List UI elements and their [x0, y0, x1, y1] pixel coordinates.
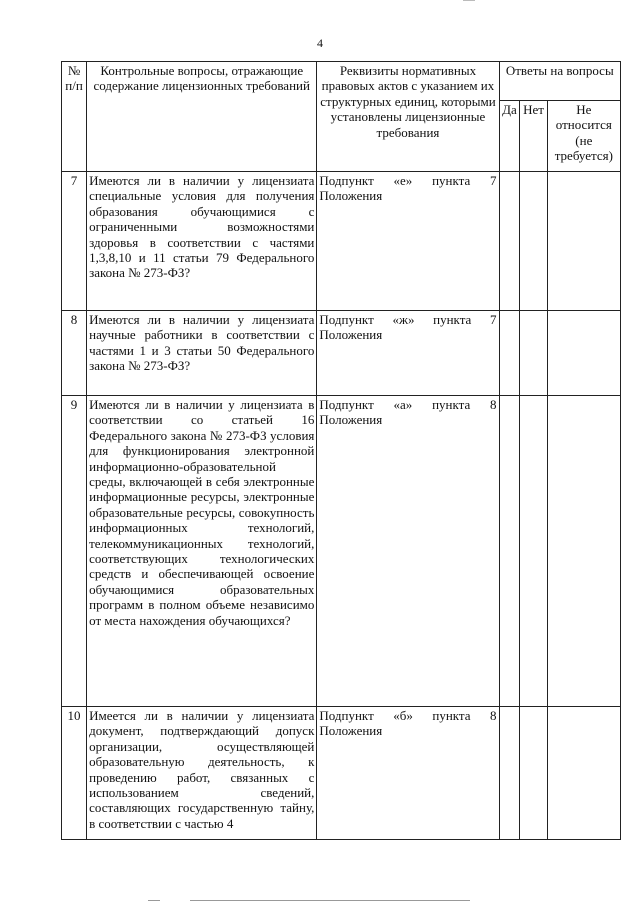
scan-mark-top: [463, 0, 475, 1]
row-reference: Подпункт «е» пункта 7 Положения: [317, 172, 499, 311]
answer-not-applicable-cell[interactable]: [547, 311, 620, 396]
answer-no-cell[interactable]: [520, 707, 547, 840]
scan-mark-bottom-left: [148, 900, 160, 901]
page-number: 4: [317, 36, 323, 50]
table-row: [62, 311, 621, 396]
answer-yes-cell[interactable]: [499, 707, 520, 840]
answer-yes-cell[interactable]: [499, 311, 520, 396]
table-row: [62, 707, 621, 840]
answer-not-applicable-cell[interactable]: [547, 707, 620, 840]
header-question: Контрольные вопросы, отражающие содержание лицензионных требований: [87, 62, 317, 172]
row-number: 10: [62, 707, 87, 840]
table-row: [62, 396, 621, 707]
answer-not-applicable-cell[interactable]: [547, 396, 620, 707]
header-no: Нет: [520, 101, 547, 172]
header-answers: Ответы на вопросы: [499, 62, 620, 101]
header-not-applicable: Не относится (не требуется): [547, 101, 620, 172]
row-number: 7: [62, 172, 87, 311]
row-reference: Подпункт «б» пункта 8 Положения: [317, 707, 499, 840]
answer-no-cell[interactable]: [520, 172, 547, 311]
header-yes: Да: [499, 101, 520, 172]
table-row: [62, 172, 621, 311]
row-number: 9: [62, 396, 87, 707]
header-reference: Реквизиты нормативных правовых актов с указанием их структурных единиц, которыми установлены лицензионные требования: [317, 62, 499, 172]
license-requirements-table: [61, 61, 621, 840]
row-question: Имеется ли в наличии у лицензиата документ, подтверждающий допуск организации, осуществляющей образовательную деятельность, к проведению работ, связанных с использованием сведений, составляющих государственную тайну, в соответствии с частью 4: [87, 707, 317, 840]
answer-no-cell[interactable]: [520, 311, 547, 396]
row-number: 8: [62, 311, 87, 396]
row-question: Имеются ли в наличии у лицензиата научные работники в соответствии с частями 1 и 3 статьи 50 Федерального закона № 273-ФЗ?: [87, 311, 317, 396]
table-header-row: [62, 62, 621, 101]
row-question: Имеются ли в наличии у лицензиата в соответствии со статьей 16 Федерального закона № 273-ФЗ условия для функционирования электронной информационно-образовательной среды, включающей в себя электронные информационные ресурсы, электронные образовательные ресурсы, совокупность информационных технологий, телекоммуникационных технологий, соответствующих технологических средств и обеспечивающей освоение обучающимися образовательных программ в полном объеме независимо от места нахождения обучающихся?: [87, 396, 317, 707]
row-reference: Подпункт «ж» пункта 7 Положения: [317, 311, 499, 396]
answer-not-applicable-cell[interactable]: [547, 172, 620, 311]
answer-no-cell[interactable]: [520, 396, 547, 707]
answer-yes-cell[interactable]: [499, 172, 520, 311]
row-reference: Подпункт «а» пункта 8 Положения: [317, 396, 499, 707]
row-question: Имеются ли в наличии у лицензиата специальные условия для получения образования обучающимися с ограниченными возможностями здоровья в соответствии с частями 1,3,8,10 и 11 статьи 79 Федерального закона № 273-ФЗ?: [87, 172, 317, 311]
header-number: № п/п: [62, 62, 87, 172]
answer-yes-cell[interactable]: [499, 396, 520, 707]
scan-line-bottom: [190, 900, 470, 901]
